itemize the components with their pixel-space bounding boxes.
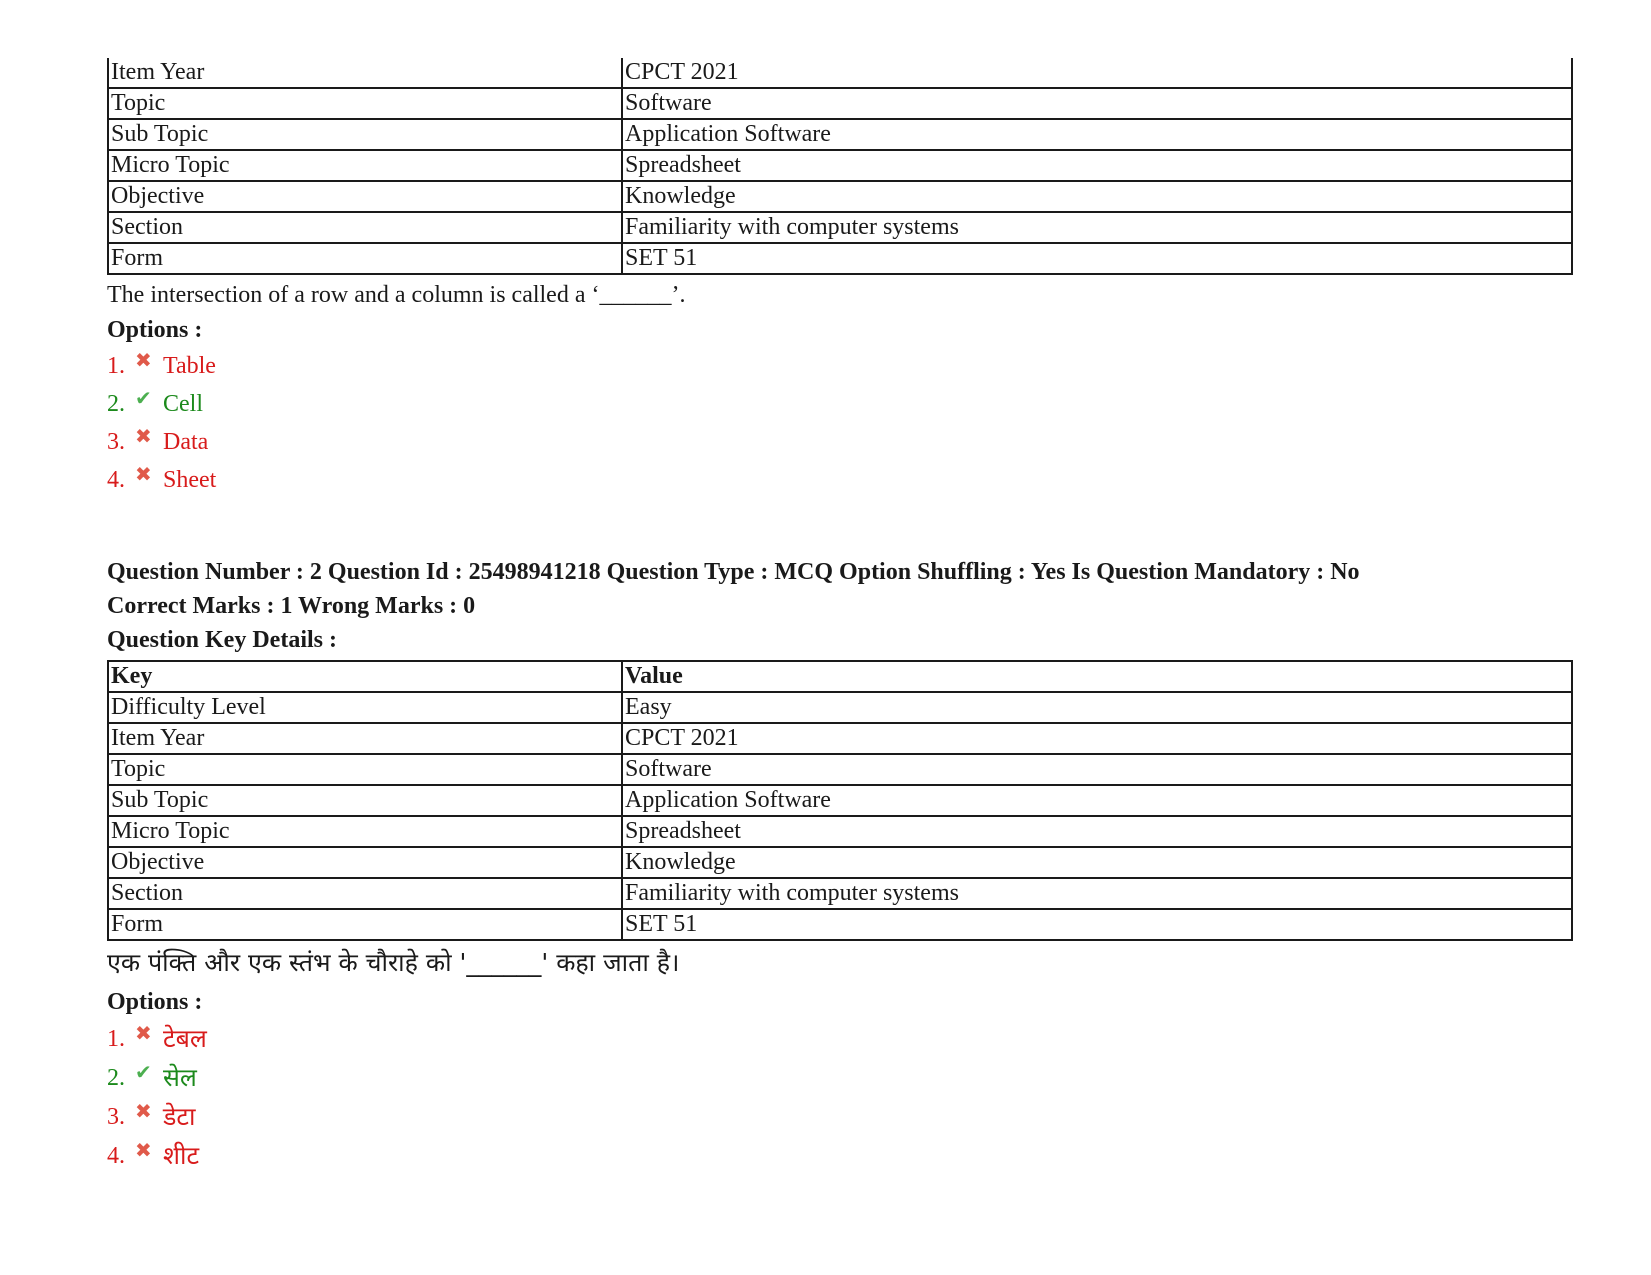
table-header-row bbox=[108, 661, 1572, 692]
option-label: Data bbox=[163, 429, 209, 455]
option-item bbox=[107, 385, 1573, 423]
cross-icon: ✖ bbox=[135, 1098, 152, 1123]
q2-key-details-label: Question Key Details : bbox=[107, 627, 337, 653]
option-label: Sheet bbox=[163, 467, 217, 493]
option-item bbox=[107, 423, 1573, 461]
option-label: Cell bbox=[163, 391, 203, 417]
table-row bbox=[108, 754, 1572, 785]
table-cell-value: Spreadsheet bbox=[622, 816, 1572, 847]
option-number: 3. bbox=[107, 1103, 125, 1130]
option-item bbox=[107, 1097, 1573, 1136]
table-row bbox=[108, 785, 1572, 816]
table-cell-value: Easy bbox=[622, 692, 1572, 723]
table-row bbox=[108, 243, 1572, 274]
table-row bbox=[108, 212, 1572, 243]
table-cell-value: SET 51 bbox=[622, 243, 1572, 274]
table-cell-value: Familiarity with computer systems bbox=[622, 878, 1572, 909]
option-number: 2. bbox=[107, 391, 125, 417]
table-cell-value: CPCT 2021 bbox=[622, 58, 1572, 88]
table-row bbox=[108, 119, 1572, 150]
table-cell-value: Application Software bbox=[622, 119, 1572, 150]
table-row bbox=[108, 58, 1572, 88]
table-cell-value: Familiarity with computer systems bbox=[622, 212, 1572, 243]
table-cell-value: Application Software bbox=[622, 785, 1572, 816]
q1-options-list bbox=[107, 347, 1573, 499]
table-cell-key: Objective bbox=[108, 847, 622, 878]
option-label: शीट bbox=[163, 1140, 200, 1170]
table-cell-value: Software bbox=[622, 88, 1572, 119]
cross-icon: ✖ bbox=[135, 348, 152, 372]
table-cell-value: SET 51 bbox=[622, 909, 1572, 940]
table-row bbox=[108, 816, 1572, 847]
option-number: 1. bbox=[107, 353, 125, 379]
table-cell-key: Topic bbox=[108, 754, 622, 785]
table-cell-key: Micro Topic bbox=[108, 150, 622, 181]
option-item bbox=[107, 347, 1573, 385]
check-icon: ✔ bbox=[135, 386, 152, 410]
table-cell-value: Software bbox=[622, 754, 1572, 785]
table-cell-key: Item Year bbox=[108, 723, 622, 754]
option-item bbox=[107, 1058, 1573, 1097]
table-row bbox=[108, 88, 1572, 119]
option-number: 4. bbox=[107, 467, 125, 493]
table-header-value: Value bbox=[622, 661, 1572, 692]
cross-icon: ✖ bbox=[135, 1137, 152, 1162]
option-label: टेबल bbox=[163, 1023, 207, 1053]
option-number: 2. bbox=[107, 1064, 125, 1091]
table-cell-value: Spreadsheet bbox=[622, 150, 1572, 181]
table-row bbox=[108, 723, 1572, 754]
document-page bbox=[107, 58, 1573, 1175]
table-cell-key: Sub Topic bbox=[108, 785, 622, 816]
option-number: 3. bbox=[107, 429, 125, 455]
table-cell-key: Section bbox=[108, 878, 622, 909]
table-header-key: Key bbox=[108, 661, 622, 692]
table-cell-key: Sub Topic bbox=[108, 119, 622, 150]
table-cell-key: Objective bbox=[108, 181, 622, 212]
table-cell-key: Form bbox=[108, 909, 622, 940]
q2-header-line1: Question Number : 2 Question Id : 25498941218 Question Type : MCQ Option Shuffling : Yes Is Question Mandatory : No bbox=[107, 559, 1360, 585]
table-cell-key: Topic bbox=[108, 88, 622, 119]
q1-key-details-table bbox=[107, 58, 1573, 275]
table-cell-key: Section bbox=[108, 212, 622, 243]
option-item bbox=[107, 1136, 1573, 1175]
table-row bbox=[108, 909, 1572, 940]
q2-key-details-table bbox=[107, 660, 1573, 941]
table-row bbox=[108, 692, 1572, 723]
option-label: डेटा bbox=[163, 1101, 196, 1131]
table-row bbox=[108, 150, 1572, 181]
table-cell-value: Knowledge bbox=[622, 181, 1572, 212]
option-number: 1. bbox=[107, 1025, 125, 1052]
table-cell-key: Micro Topic bbox=[108, 816, 622, 847]
q1-question-text: The intersection of a row and a column is called a ‘______’. bbox=[107, 282, 686, 308]
q2-options-list bbox=[107, 1019, 1573, 1175]
q1-options-label: Options : bbox=[107, 317, 203, 343]
table-row bbox=[108, 847, 1572, 878]
table-cell-key: Item Year bbox=[108, 58, 622, 88]
table-row bbox=[108, 181, 1572, 212]
table-cell-value: CPCT 2021 bbox=[622, 723, 1572, 754]
table-cell-value: Knowledge bbox=[622, 847, 1572, 878]
table-cell-key: Form bbox=[108, 243, 622, 274]
q2-question-text: एक पंक्ति और एक स्तंभ के चौराहे को '______' कहा जाता है। bbox=[107, 948, 680, 977]
cross-icon: ✖ bbox=[135, 462, 152, 486]
option-item bbox=[107, 1019, 1573, 1058]
cross-icon: ✖ bbox=[135, 424, 152, 448]
option-item bbox=[107, 461, 1573, 499]
q2-options-label: Options : bbox=[107, 989, 203, 1015]
q2-header bbox=[107, 555, 1573, 657]
q2-header-line2: Correct Marks : 1 Wrong Marks : 0 bbox=[107, 593, 476, 619]
table-cell-key: Difficulty Level bbox=[108, 692, 622, 723]
option-number: 4. bbox=[107, 1142, 125, 1169]
check-icon: ✔ bbox=[135, 1059, 152, 1084]
cross-icon: ✖ bbox=[135, 1020, 152, 1045]
table-row bbox=[108, 878, 1572, 909]
option-label: सेल bbox=[163, 1062, 197, 1092]
option-label: Table bbox=[163, 353, 216, 379]
